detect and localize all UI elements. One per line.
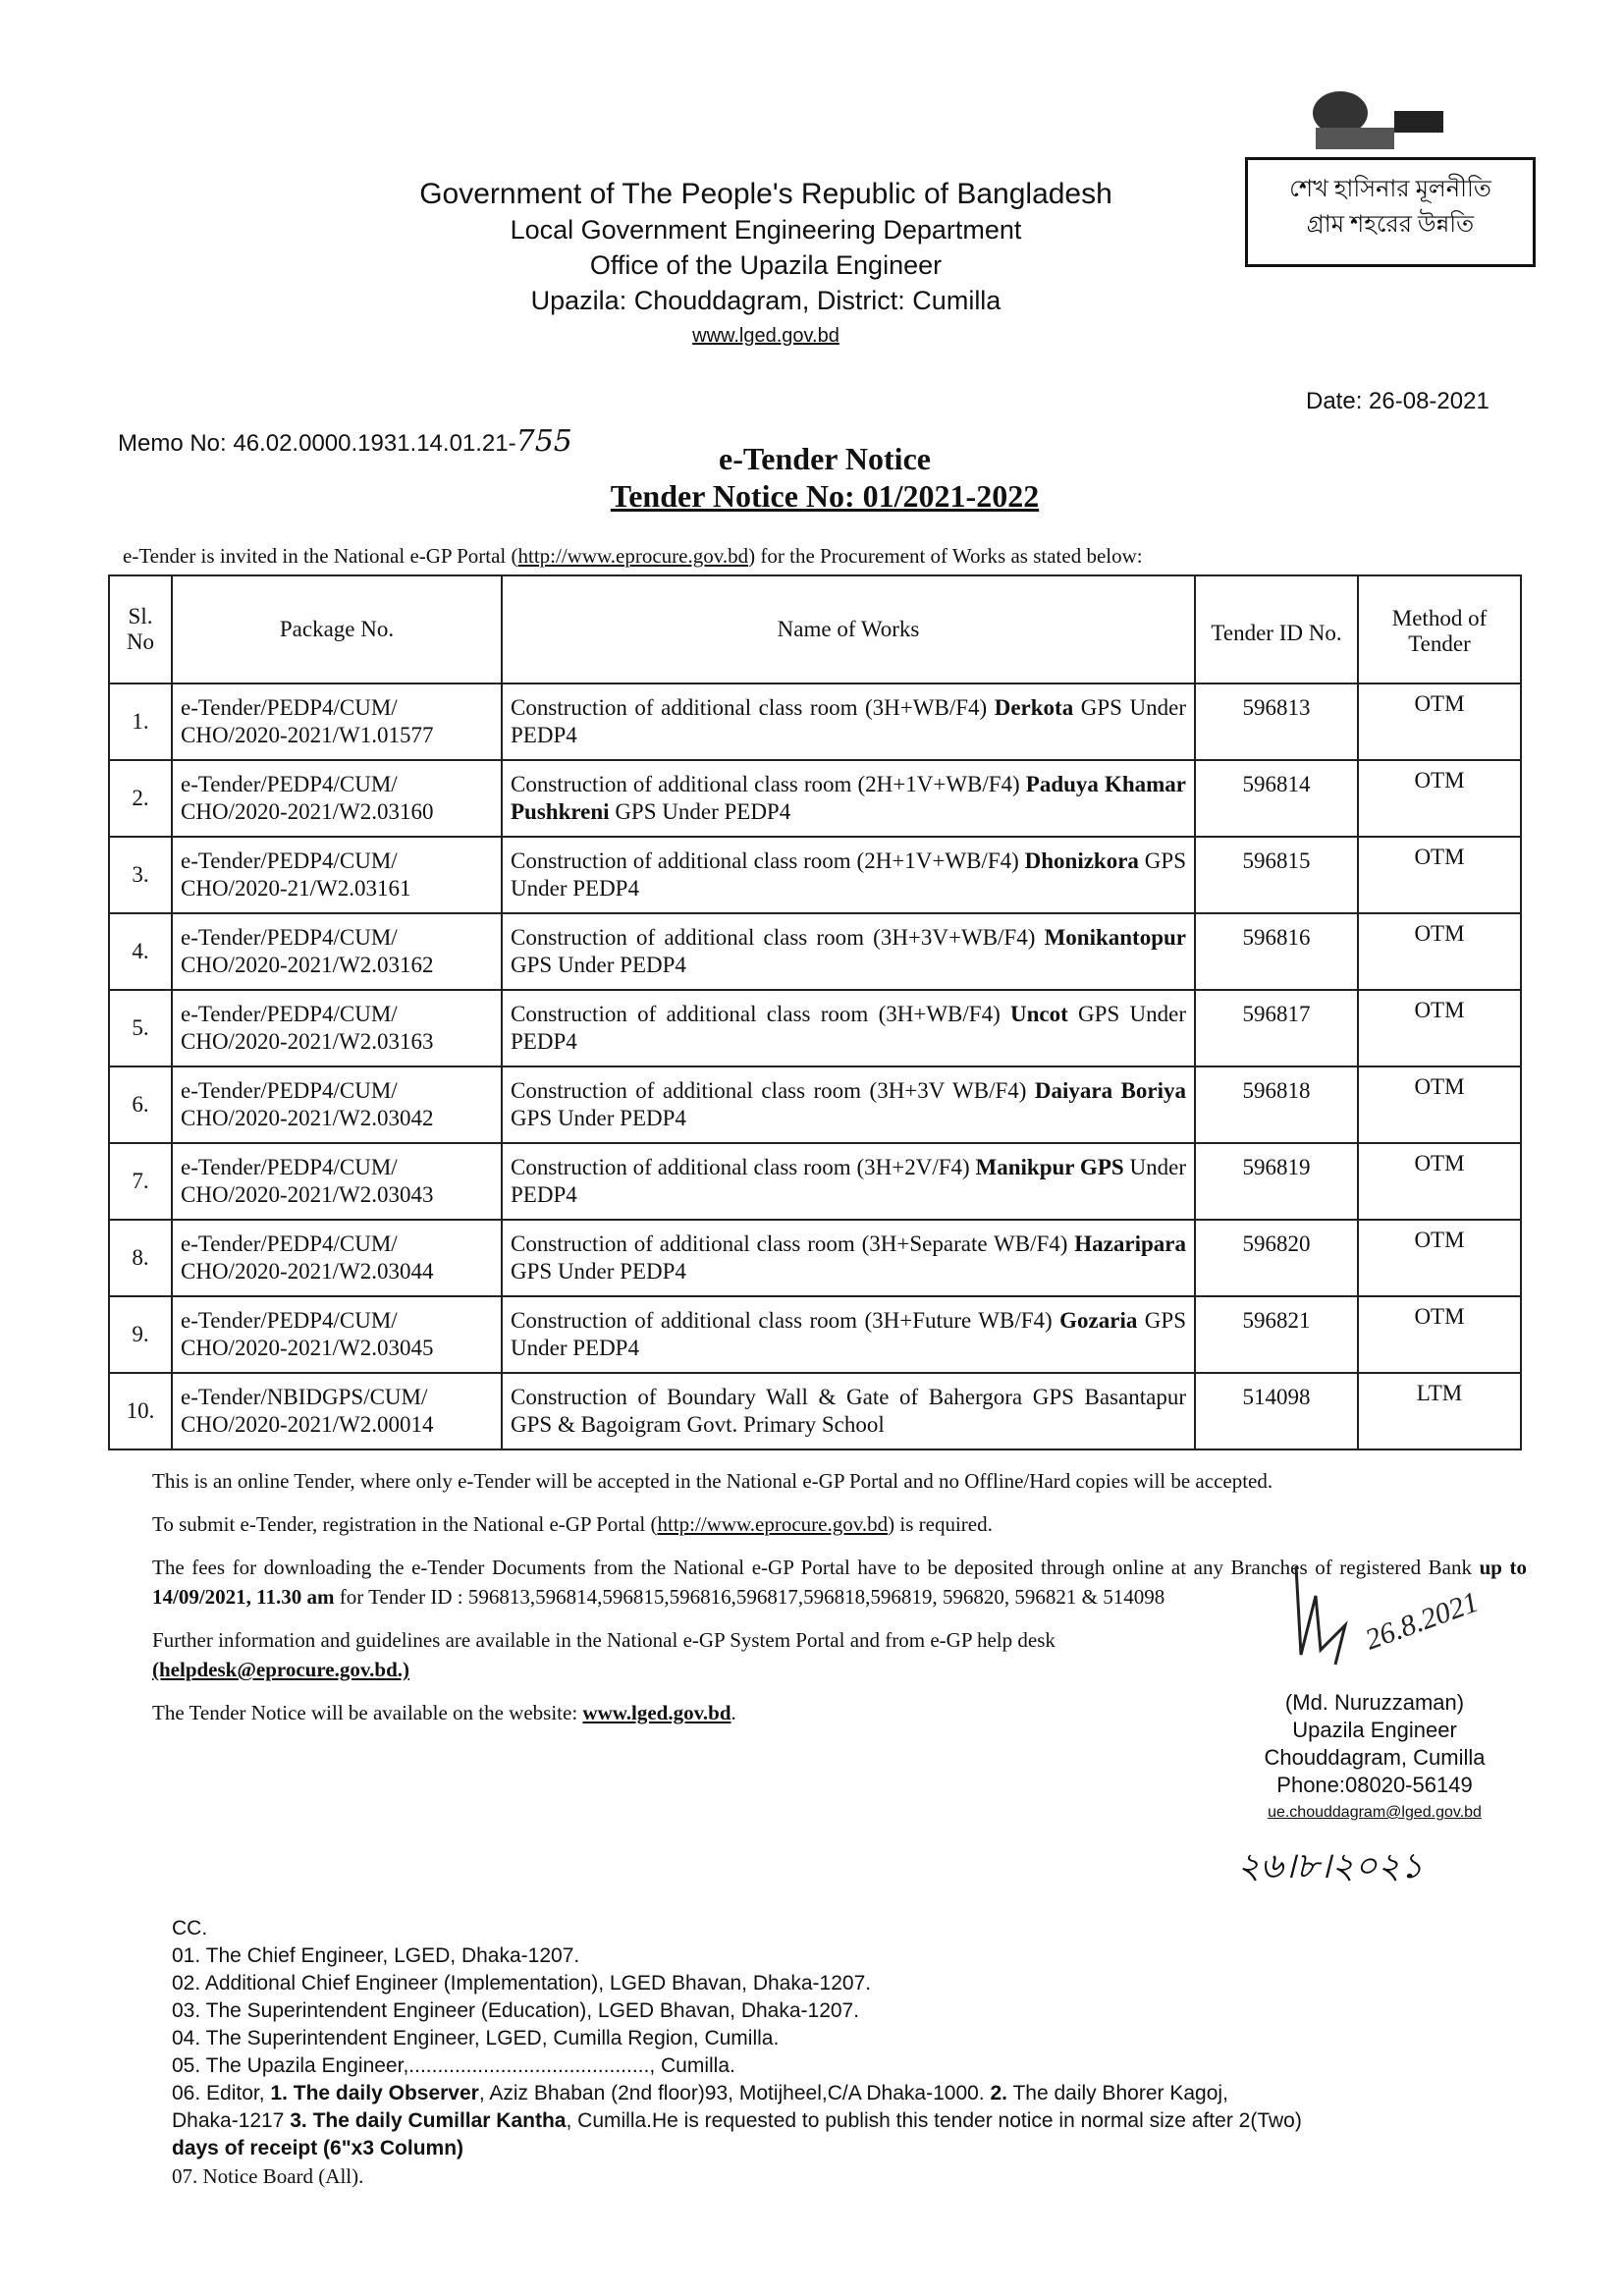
cc-label: CC. <box>172 1917 208 1940</box>
name-post: GPS Under PEDP4 <box>511 695 1186 747</box>
slogan-line-2: গ্রাম শহরের উন্নতি <box>1306 212 1475 238</box>
header-tender-id: Tender ID No. <box>1195 575 1358 683</box>
table-row <box>109 683 1521 760</box>
row-method: OTM <box>1358 1066 1521 1143</box>
row-name <box>502 683 1195 760</box>
name-post: Under PEDP4 <box>511 1155 1186 1207</box>
government-name: Government of The People's Republic of Bangladesh <box>419 178 1112 210</box>
name-post: GPS Under PEDP4 <box>511 1106 686 1130</box>
row-package: e-Tender/PEDP4/CUM/ CHO/2020-2021/W2.03044 <box>172 1220 502 1296</box>
row-sl: 2. <box>109 760 172 837</box>
tender-table <box>108 574 1522 1450</box>
name-pre: Construction of additional class room (3H+Future WB/F4) <box>511 1308 1060 1333</box>
signatory-title: Upazila Engineer <box>1292 1718 1457 1742</box>
name-school: Hazaripara <box>1074 1231 1186 1256</box>
name-pre: Construction of additional class room (2H+1V+WB/F4) <box>511 848 1025 873</box>
office-name: Office of the Upazila Engineer <box>589 250 943 280</box>
table-row <box>109 837 1521 913</box>
helpdesk-email-link[interactable]: (helpdesk@eprocure.gov.bd.) <box>152 1658 410 1681</box>
cc-item: 04. The Superintendent Engineer, LGED, Cumilla Region, Cumilla. <box>172 2027 780 2050</box>
header-name: Name of Works <box>502 575 1195 683</box>
table-row <box>109 1373 1521 1449</box>
cc6-h: , Cumilla.He is requested to publish this tender notice in normal size after 2(Two) <box>566 2109 1302 2132</box>
table-row <box>109 1143 1521 1220</box>
name-post: GPS Under PEDP4 <box>511 1259 686 1284</box>
row-sl: 4. <box>109 913 172 990</box>
name-post: GPS Under PEDP4 <box>511 1002 1186 1054</box>
signatory-email[interactable]: ue.chouddagram@lged.gov.bd <box>1268 1804 1482 1821</box>
slogan-line-1: শেখ হাসিনার মূলনীতি <box>1289 177 1491 202</box>
memo-number <box>118 424 572 459</box>
cc-list <box>172 1915 1586 2190</box>
portrait-emblem-icon <box>1286 83 1483 152</box>
cc6-i: days of receipt (6"x3 Column) <box>172 2137 464 2159</box>
cc6-a: 06. Editor, <box>172 2082 271 2105</box>
row-sl: 10. <box>109 1373 172 1449</box>
row-package: e-Tender/PEDP4/CUM/ CHO/2020-2021/W2.03043 <box>172 1143 502 1220</box>
memo-handwritten-number: 755 <box>515 424 572 459</box>
cc-item-editors-end <box>172 2135 1586 2162</box>
p5-after: . <box>731 1701 736 1724</box>
row-method: OTM <box>1358 1220 1521 1296</box>
p4-text: Further information and guidelines are available in the National e-GP System Portal and from e-GP help desk <box>152 1628 1056 1652</box>
cc-item-editors <box>172 2080 1586 2107</box>
upazila-district: Upazila: Chouddagram, District: Cumilla <box>530 286 1001 315</box>
row-tender-id: 596816 <box>1195 913 1358 990</box>
row-package: e-Tender/NBIDGPS/CUM/ CHO/2020-2021/W2.00014 <box>172 1373 502 1449</box>
table-row <box>109 1220 1521 1296</box>
signature-mark-icon <box>1276 1557 1512 1674</box>
name-post: GPS Under PEDP4 <box>511 1308 1186 1360</box>
table-row <box>109 1066 1521 1143</box>
row-name <box>502 1296 1195 1373</box>
table-row <box>109 990 1521 1066</box>
lged-website-link[interactable]: www.lged.gov.bd <box>582 1701 731 1724</box>
row-name <box>502 1373 1195 1449</box>
name-pre: Construction of additional class room (3H+3V WB/F4) <box>511 1078 1035 1103</box>
intro-after: ) for the Procurement of Works as stated below: <box>748 544 1143 568</box>
row-method: OTM <box>1358 1296 1521 1373</box>
department-name: Local Government Engineering Department <box>510 215 1022 245</box>
intro-before: e-Tender is invited in the National e-GP Portal ( <box>123 544 518 568</box>
row-tender-id: 596813 <box>1195 683 1358 760</box>
cc6-b: 1. The daily Observer <box>270 2082 479 2105</box>
paragraph-further-info <box>152 1625 1232 1684</box>
row-method: OTM <box>1358 990 1521 1066</box>
cc6-f: Dhaka-1217 <box>172 2109 291 2132</box>
name-pre: Construction of additional class room (3H+WB/F4) <box>511 1002 1010 1026</box>
notice-heading: e-Tender Notice <box>719 441 931 476</box>
row-tender-id: 596821 <box>1195 1296 1358 1373</box>
p3-after: for Tender ID : 596813,596814,596815,596816,596817,596818,596819, 596820, 596821 & 514098 <box>334 1585 1165 1609</box>
eprocure-link-2[interactable]: http://www.eprocure.gov.bd <box>657 1512 889 1536</box>
notice-date: Date: 26-08-2021 <box>1306 388 1489 414</box>
cc-item: 05. The Upazila Engineer,.........................................., Cumilla. <box>172 2054 735 2077</box>
tender-notice-number: Tender Notice No: 01/2021-2022 <box>610 478 1040 514</box>
cc-item: 01. The Chief Engineer, LGED, Dhaka-1207. <box>172 1944 580 1967</box>
name-school: Monikantopur <box>1044 925 1186 950</box>
row-sl: 6. <box>109 1066 172 1143</box>
name-pre: Construction of additional class room (3H+3V+WB/F4) <box>511 925 1045 950</box>
cc-item: 03. The Superintendent Engineer (Education), LGED Bhavan, Dhaka-1207. <box>172 1999 860 2022</box>
name-school: Derkota <box>994 695 1074 720</box>
header-sl: Sl. No <box>109 575 172 683</box>
slogan-box <box>1245 157 1536 267</box>
cc-item: 07. Notice Board (All). <box>172 2164 364 2188</box>
row-sl: 8. <box>109 1220 172 1296</box>
row-name <box>502 837 1195 913</box>
name-school: Uncot <box>1010 1002 1068 1026</box>
row-method: OTM <box>1358 913 1521 990</box>
row-package: e-Tender/PEDP4/CUM/ CHO/2020-21/W2.03161 <box>172 837 502 913</box>
letterhead <box>324 177 1208 354</box>
row-sl: 5. <box>109 990 172 1066</box>
name-post: GPS Under PEDP4 <box>609 799 791 824</box>
row-name <box>502 990 1195 1066</box>
name-pre: Construction of additional class room (3H+WB/F4) <box>511 695 995 720</box>
name-post: GPS Under PEDP4 <box>511 848 1186 901</box>
signature-block <box>1227 1689 1522 1827</box>
row-package: e-Tender/PEDP4/CUM/ CHO/2020-2021/W2.03042 <box>172 1066 502 1143</box>
row-tender-id: 596819 <box>1195 1143 1358 1220</box>
row-sl: 3. <box>109 837 172 913</box>
row-name <box>502 760 1195 837</box>
row-tender-id: 596814 <box>1195 760 1358 837</box>
cc6-e: The daily Bhorer Kagoj, <box>1007 2082 1228 2105</box>
row-method: OTM <box>1358 760 1521 837</box>
row-method: OTM <box>1358 1143 1521 1220</box>
memo-label: Memo No: 46.02.0000.1931.14.01.21- <box>118 430 516 457</box>
paragraph-website <box>152 1698 1232 1727</box>
row-method: LTM <box>1358 1373 1521 1449</box>
row-name <box>502 1220 1195 1296</box>
name-post: GPS Under PEDP4 <box>511 953 686 977</box>
intro-text <box>123 542 1143 570</box>
paragraph-registration <box>152 1509 1527 1539</box>
row-name <box>502 913 1195 990</box>
row-tender-id: 514098 <box>1195 1373 1358 1449</box>
p2-after: ) is required. <box>888 1512 993 1536</box>
p5-before: The Tender Notice will be available on the website: <box>152 1701 583 1724</box>
row-package: e-Tender/PEDP4/CUM/ CHO/2020-2021/W2.03160 <box>172 760 502 837</box>
row-sl: 9. <box>109 1296 172 1373</box>
row-tender-id: 596815 <box>1195 837 1358 913</box>
table-row <box>109 760 1521 837</box>
cc-item: 02. Additional Chief Engineer (Implementation), LGED Bhavan, Dhaka-1207. <box>172 1972 872 1995</box>
table-header-row <box>109 575 1521 683</box>
row-tender-id: 596820 <box>1195 1220 1358 1296</box>
table-row <box>109 913 1521 990</box>
row-name <box>502 1143 1195 1220</box>
row-method: OTM <box>1358 837 1521 913</box>
signature-date: 26.8.2021 <box>1361 1585 1484 1657</box>
name-pre: Construction of additional class room (3H+Separate WB/F4) <box>511 1231 1075 1256</box>
signatory-office: Chouddagram, Cumilla <box>1264 1745 1486 1770</box>
cc-item-editors-cont <box>172 2107 1586 2135</box>
p2-before: To submit e-Tender, registration in the National e-GP Portal ( <box>152 1512 658 1536</box>
name-pre: Construction of Boundary Wall & Gate of Bahergora GPS Basantapur GPS & Bagoigram Govt. Primary School <box>511 1385 1186 1437</box>
tender-table-wrapper <box>108 574 1522 1450</box>
cc6-d: 2. <box>990 2082 1007 2105</box>
row-package: e-Tender/PEDP4/CUM/ CHO/2020-2021/W2.03162 <box>172 913 502 990</box>
p3-before: The fees for downloading the e-Tender Documents from the National e-GP Portal have to be deposited through online at any Branches of registered Bank <box>152 1556 1480 1579</box>
row-name <box>502 1066 1195 1143</box>
header-package: Package No. <box>172 575 502 683</box>
row-package: e-Tender/PEDP4/CUM/ CHO/2020-2021/W1.01577 <box>172 683 502 760</box>
signatory-name: (Md. Nuruzzaman) <box>1284 1690 1465 1715</box>
handwritten-bangla-date: ২৬।৮।২০২১ <box>1237 1846 1424 1886</box>
header-method: Method of Tender <box>1358 575 1521 683</box>
deadline: up to 14/09/2021, 11.30 am <box>152 1556 1528 1609</box>
paragraph-online-tender: This is an online Tender, where only e-Tender will be accepted in the National e-GP Portal and no Offline/Hard copies will be accepted. <box>152 1469 1273 1493</box>
notice-title <box>550 440 1100 515</box>
name-school: Gozaria <box>1059 1308 1138 1333</box>
row-method: OTM <box>1358 683 1521 760</box>
row-tender-id: 596817 <box>1195 990 1358 1066</box>
row-package: e-Tender/PEDP4/CUM/ CHO/2020-2021/W2.03163 <box>172 990 502 1066</box>
name-school: Manikpur GPS <box>975 1155 1124 1179</box>
name-school: Daiyara Boriya <box>1034 1078 1186 1103</box>
name-pre: Construction of additional class room (2H+1V+WB/F4) <box>511 772 1026 796</box>
row-sl: 1. <box>109 683 172 760</box>
cc6-g: 3. The daily Cumillar Kantha <box>290 2109 567 2132</box>
name-school: Dhonizkora <box>1024 848 1139 873</box>
row-package: e-Tender/PEDP4/CUM/ CHO/2020-2021/W2.03045 <box>172 1296 502 1373</box>
eprocure-link[interactable]: http://www.eprocure.gov.bd <box>517 544 749 568</box>
row-sl: 7. <box>109 1143 172 1220</box>
name-pre: Construction of additional class room (3H+2V/F4) <box>511 1155 976 1179</box>
name-school: Paduya Khamar Pushkreni <box>511 772 1187 824</box>
row-tender-id: 596818 <box>1195 1066 1358 1143</box>
table-row <box>109 1296 1521 1373</box>
signatory-phone: Phone:08020-56149 <box>1276 1773 1473 1797</box>
website-link[interactable]: www.lged.gov.bd <box>692 325 839 347</box>
cc6-c: , Aziz Bhaban (2nd floor)93, Motijheel,C/A Dhaka-1000. <box>478 2082 991 2105</box>
